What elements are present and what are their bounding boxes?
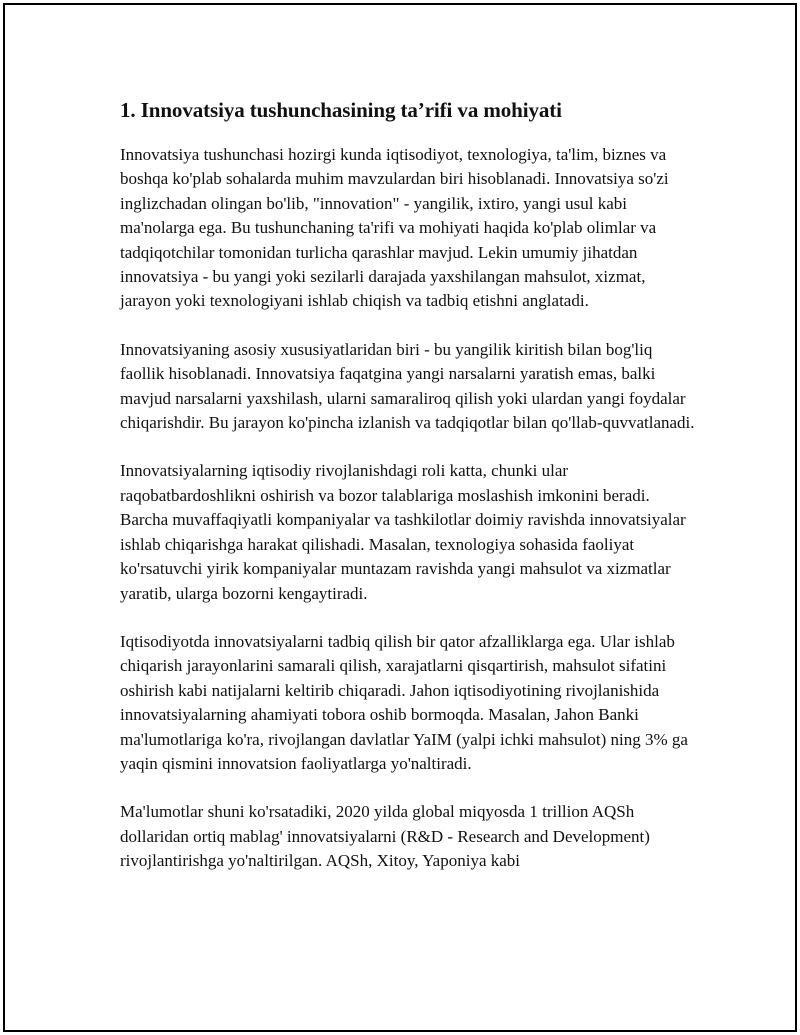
paragraph-4: Iqtisodiyotda innovatsiyalarni tadbiq qilish bir qator afzalliklarga ega. Ular ishlab chiqarish jarayonlarini samarali qilish, xarajatlarni qisqartirish, mahsulot sifatini oshirish kabi natijalarni keltirib chiqaradi. Jahon iqtisodiyotining rivojlanishida innovatsiyalarning ahamiyati tobora oshib bormoqda. Masalan, Jahon Banki ma'lumotlariga ko'ra, rivojlangan davlatlar YaIM (yalpi ichki mahsulot) ning 3% ga yaqin qismini innovatsion faoliyatlarga yo'naltiradi. (120, 631, 688, 773)
paragraph-2: Innovatsiyaning asosiy xususiyatlaridan biri - bu yangilik kiritish bilan bog'liq faollik hisoblanadi. Innovatsiya faqatgina yangi narsalarni yaratish emas, balki mavjud narsalarni yaxshilash, ularni samaraliroq qilish yoki ulardan yangi foydalar chiqarishdir. Bu jarayon ko'pincha izlanish va tadqiqotlar bilan qo'llab-quvvatlanadi. (120, 339, 695, 433)
page-frame (3, 3, 797, 1032)
document-body (120, 95, 700, 898)
paragraph-1: Innovatsiya tushunchasi hozirgi kunda iqtisodiyot, texnologiya, ta'lim, biznes va boshqa ko'plab sohalarda muhim mavzulardan biri hisoblanadi. Innovatsiya so'zi inglizchadan olingan bo'lib, "innovation" - yangilik, ixtiro, yangi usul kabi ma'nolarga ega. Bu tushunchaning ta'rifi va mohiyati haqida ko'plab olimlar va tadqiqotchilar tomonidan turlicha qarashlar mavjud. Lekin umumiy jihatdan innovatsiya - bu yangi yoki sezilarli darajada yaxshilangan mahsulot, xizmat, jarayon yoki texnologiyani ishlab chiqish va tadbiq etishni anglatadi. (120, 145, 669, 311)
section-heading: 1. Innovatsiya tushunchasining ta’rifi va mohiyati (120, 98, 562, 122)
paragraph-5: Ma'lumotlar shuni ko'rsatadiki, 2020 yilda global miqyosda 1 trillion AQSh dollaridan ortiq mablag' innovatsiyalarni (R&D - Research and Development) rivojlantirishga yo'naltirilgan. AQSh, Xitoy, Yaponiya kabi (120, 802, 650, 871)
paragraph-3: Innovatsiyalarning iqtisodiy rivojlanishdagi roli katta, chunki ular raqobatbardoshlikni oshirish va bozor talablariga moslashish imkonini beradi. Barcha muvaffaqiyatli kompaniyalar va tashkilotlar doimiy ravishda innovatsiyalar ishlab chiqarishga harakat qilishadi. Masalan, texnologiya sohasida faoliyat ko'rsatuvchi yirik kompaniyalar muntazam ravishda yangi mahsulot va xizmatlar yaratib, ularga bozorni kengaytiradi. (120, 461, 686, 603)
